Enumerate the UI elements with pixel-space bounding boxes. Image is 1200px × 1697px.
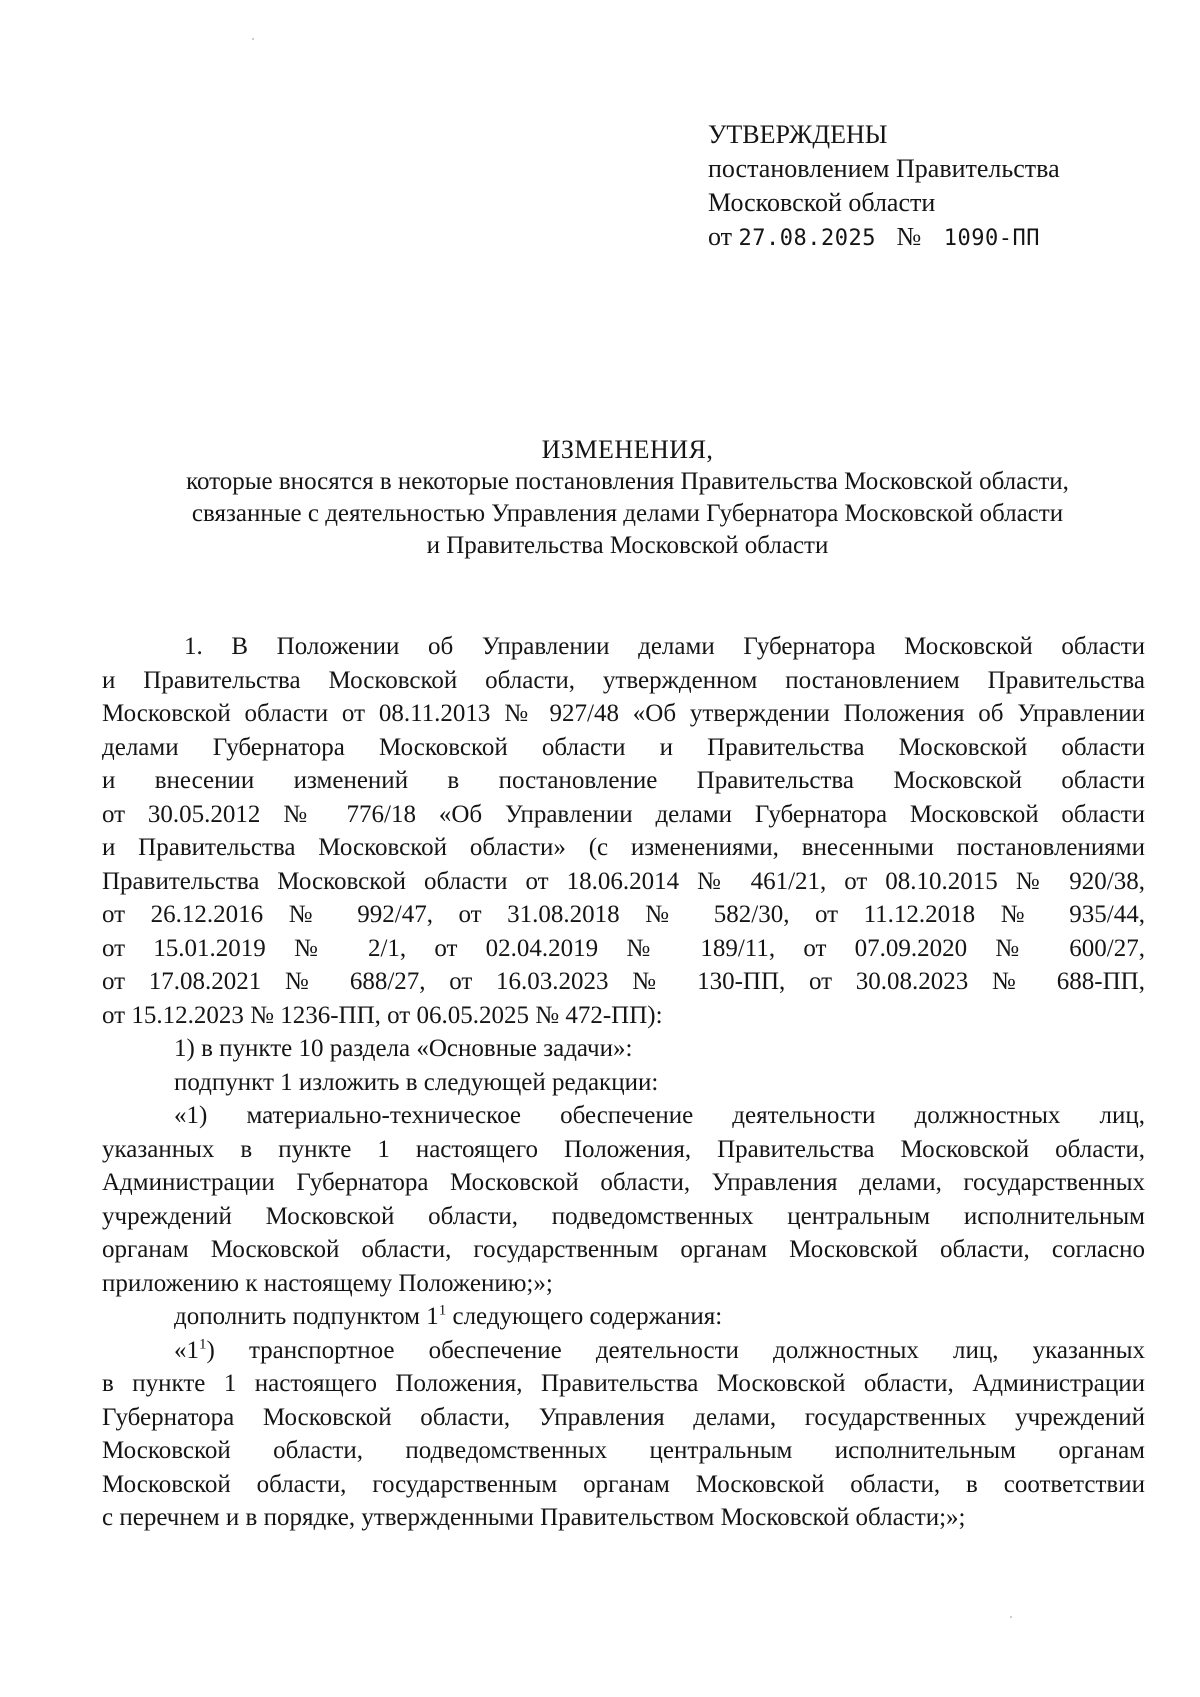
quote-suffix: ) транспортное обеспечение деятельности должностных лиц, указанных — [206, 1336, 1145, 1364]
body-line: от 15.12.2023 № 1236-ПП, от 06.05.2025 № 472-ПП): — [102, 1001, 663, 1029]
body-line: «1) материально-техническое обеспечение деятельности должностных лиц, — [174, 1102, 1145, 1129]
body-line: и Правительства Московской области» (с изменениями, внесенными постановлениями — [102, 834, 1145, 861]
heading-line: связанные с деятельностью Управления делами Губернатора Московской области — [191, 500, 1064, 527]
body-line: от 30.05.2012 № 776/18 «Об Управлении делами Губернатора Московской области — [102, 800, 1145, 828]
superscript: 1 — [438, 1302, 447, 1319]
body-line: Московской области, государственным органам Московской области, в соответствии — [102, 1470, 1145, 1498]
body-line: 1. В Положении об Управлении делами Губернатора Московской области — [184, 633, 1145, 660]
superscript: 1 — [199, 1336, 207, 1353]
body-line: учреждений Московской области, подведомственных центральным исполнительным — [102, 1202, 1145, 1230]
approval-date: 27.08.2025 — [738, 226, 876, 251]
quote-prefix: «1 — [174, 1336, 199, 1364]
approval-date-line — [708, 220, 1060, 256]
body-line: в пункте 1 настоящего Положения, Правительства Московской области, Администрации — [102, 1370, 1145, 1397]
supplement-suffix: следующего содержания: — [446, 1303, 723, 1330]
heading-title: ИЗМЕНЕНИЯ, — [541, 435, 714, 464]
body-line: органам Московской области, государственным органам Московской области, согласно — [102, 1236, 1145, 1263]
body-line: указанных в пункте 1 настоящего Положения, Правительства Московской области, — [102, 1135, 1145, 1163]
body-line: Правительства Московской области от 18.06.2014 № 461/21, от 08.10.2015 № 920/38, — [102, 867, 1145, 895]
supplement-line — [102, 1300, 1145, 1334]
body-line: Московской области от 08.11.2013 № 927/48 «Об утверждении Положения об Управлении — [102, 700, 1145, 727]
document-heading — [110, 434, 1145, 562]
number-sign: № — [896, 222, 922, 251]
body-line: от 15.01.2019 № 2/1, от 02.04.2019 № 189/11, от 07.09.2020 № 600/27, — [102, 934, 1145, 962]
approval-number: 1090-ПП — [943, 226, 1041, 251]
document-body — [102, 630, 1145, 1535]
heading-line: которые вносятся в некоторые постановления Правительства Московской области, — [186, 468, 1069, 495]
approval-stamp — [708, 118, 1060, 256]
body-line: от 17.08.2021 № 688/27, от 16.03.2023 № 130-ПП, от 30.08.2023 № 688-ПП, — [102, 968, 1145, 995]
body-line: делами Губернатора Московской области и Правительства Московской области — [102, 733, 1145, 761]
body-line: подпункт 1 изложить в следующей редакции: — [174, 1068, 659, 1096]
quote-start-line — [102, 1334, 1145, 1368]
scan-speck — [1010, 1616, 1012, 1618]
body-line: и Правительства Московской области, утвержденном постановлением Правительства — [102, 666, 1145, 694]
body-line: Губернатора Московской области, Управления делами, государственных учреждений — [102, 1403, 1145, 1431]
heading-line: и Правительства Московской области — [426, 532, 829, 559]
supplement-prefix: дополнить подпунктом 1 — [174, 1303, 439, 1330]
body-line: с перечнем и в порядке, утвержденными Правительством Московской области;»; — [102, 1504, 966, 1531]
body-line: Администрации Губернатора Московской области, Управления делами, государственных — [102, 1169, 1145, 1196]
scan-speck — [252, 38, 254, 40]
body-line: от 26.12.2016 № 992/47, от 31.08.2018 № 582/30, от 11.12.2018 № 935/44, — [102, 901, 1145, 928]
approval-line: постановлением Правительства — [708, 154, 1060, 183]
body-line: Московской области, подведомственных центральным исполнительным органам — [102, 1437, 1145, 1464]
date-prefix: от — [708, 222, 733, 251]
body-line: приложению к настоящему Положению;»; — [102, 1269, 553, 1297]
approval-line: Московской области — [708, 188, 936, 217]
body-line: 1) в пункте 10 раздела «Основные задачи»: — [174, 1035, 633, 1062]
body-line: и внесении изменений в постановление Правительства Московской области — [102, 767, 1145, 794]
approval-title: УТВЕРЖДЕНЫ — [708, 120, 888, 149]
